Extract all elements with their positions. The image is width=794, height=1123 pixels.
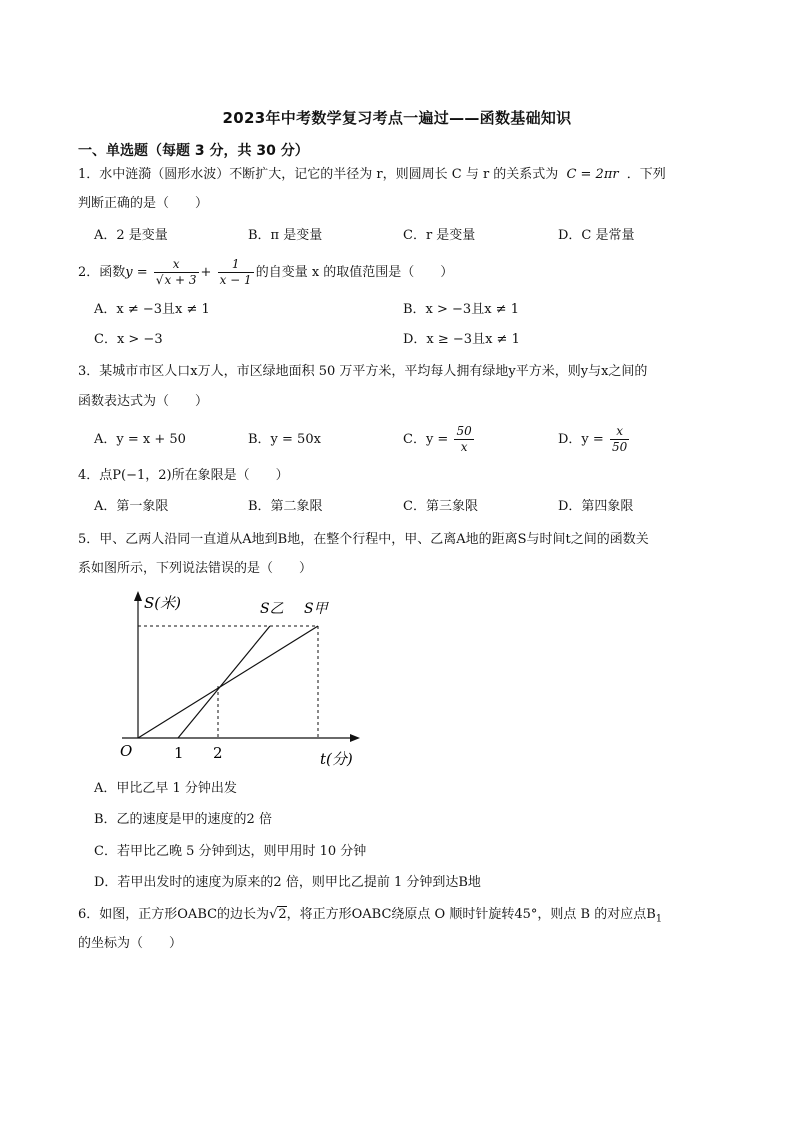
q5-option-c: C．若甲比乙晚 5 分钟到达，则甲用时 10 分钟 <box>94 844 367 859</box>
q1-line2: 判断正确的是（ ） <box>78 196 209 211</box>
q1-text-end: ．下列 <box>626 167 666 182</box>
q5-option-a: A．甲比乙早 1 分钟出发 <box>94 781 237 796</box>
q5-line2: 系如图所示，下列说法错误的是（ ） <box>78 561 313 576</box>
q1-option-a: A．2 是变量 <box>94 228 168 243</box>
q3-optd-den: 50 <box>611 440 628 454</box>
q3-optc-num: 50 <box>456 424 472 438</box>
q3-option-a: A．y = x + 50 <box>94 432 186 447</box>
q2-suffix: 的自变量 x 的取值范围是（ ） <box>255 265 454 280</box>
q2-plus: + <box>200 265 212 280</box>
q4-option-b: B．第二象限 <box>248 499 323 514</box>
tick-1-label: 1 <box>174 744 184 762</box>
q5-option-d: D．若甲出发时的速度为原来的2 倍，则甲比乙提前 1 分钟到达B地 <box>94 875 481 890</box>
q4-line: 4．点P(−1，2)所在象限是（ ） <box>78 468 289 483</box>
q2-option-b: B．x > −3且x ≠ 1 <box>403 302 519 317</box>
section-heading: 一、单选题（每题 3 分，共 30 分） <box>78 143 309 159</box>
q3-optc-den: x <box>460 440 468 454</box>
q4-option-a: A．第一象限 <box>94 499 169 514</box>
q1-text: 1．水中涟漪（圆形水波）不断扩大，记它的半径为 r，则圆周长 C 与 r 的关系式为 <box>78 167 559 182</box>
q3-option-b: B．y = 50x <box>248 432 321 447</box>
q6-sqrt-value: 2 <box>278 907 287 922</box>
y-axis-label: S(米) <box>144 594 181 612</box>
q6-subscript: 1 <box>655 913 663 925</box>
sqrt-icon: √ <box>155 273 164 287</box>
q2-frac1-num: x <box>154 257 199 273</box>
q6-middle: ，将正方形OABC绕原点 O 顺时针旋转45°，则点 B 的对应点B <box>286 907 656 922</box>
q2-option-a: A．x ≠ −3且x ≠ 1 <box>94 302 210 317</box>
tick-2-label: 2 <box>213 744 223 762</box>
q5-line1: 5．甲、乙两人沿同一直道从A地到B地，在整个行程中，甲、乙离A地的距离S与时间t之间的函数关 <box>78 532 649 547</box>
q5-option-b: B．乙的速度是甲的速度的2 倍 <box>94 812 272 827</box>
label-s-yi: S乙 <box>260 601 284 617</box>
q2-prefix: 2．函数 <box>78 265 126 280</box>
line-s-jia <box>138 626 318 738</box>
line-s-yi <box>178 626 270 738</box>
sqrt-icon: √ <box>269 907 278 922</box>
label-s-jia: S甲 <box>304 601 328 617</box>
q3-optc-fraction <box>454 424 473 455</box>
q2-fraction-1 <box>154 257 199 288</box>
q4-option-d: D．第四象限 <box>558 499 634 514</box>
q3-optc-prefix: C．y = <box>403 432 449 447</box>
q3-option-c <box>403 420 476 460</box>
y-axis-arrow-icon <box>134 591 142 601</box>
q3-optd-prefix: D．y = <box>558 432 604 447</box>
q1-option-c: C．r 是变量 <box>403 228 476 243</box>
x-axis-arrow-icon <box>350 734 360 742</box>
origin-label: O <box>120 742 133 760</box>
q6-prefix: 6．如图，正方形OABC的边长为 <box>78 907 270 922</box>
q2-frac2-num: 1 <box>218 257 254 273</box>
q2-fraction-2 <box>218 257 254 288</box>
question-6 <box>78 905 662 930</box>
q2-option-d: D．x ≥ −3且x ≠ 1 <box>403 332 520 347</box>
q1-option-d: D．C 是常量 <box>558 228 635 243</box>
q3-optd-num: x <box>610 424 629 440</box>
q1-option-b: B．π 是变量 <box>248 228 323 243</box>
distance-time-graph <box>92 588 372 773</box>
q1-formula: C = 2πr <box>566 167 619 182</box>
q2-y-eq: y = <box>125 265 148 280</box>
q2-frac1-den: √x + 3 <box>155 273 197 287</box>
q2-frac2-den: x − 1 <box>219 273 252 287</box>
q3-option-d <box>558 420 631 460</box>
page-title: 2023年中考数学复习考点一遍过——函数基础知识 <box>222 109 572 127</box>
q3-line2: 函数表达式为（ ） <box>78 394 209 409</box>
q3-line1: 3．某城市市区人口x万人，市区绿地面积 50 万平方米，平均每人拥有绿地y平方米，则y与x之间的 <box>78 364 648 379</box>
q6-sqrt <box>269 906 287 922</box>
q4-option-c: C．第三象限 <box>403 499 478 514</box>
question-1 <box>78 165 666 185</box>
q3-optd-fraction <box>610 424 629 455</box>
x-axis-label: t(分) <box>320 750 353 768</box>
question-2 <box>78 256 453 290</box>
q6-line2: 的坐标为（ ） <box>78 936 183 951</box>
q2-option-c: C．x > −3 <box>94 332 163 347</box>
